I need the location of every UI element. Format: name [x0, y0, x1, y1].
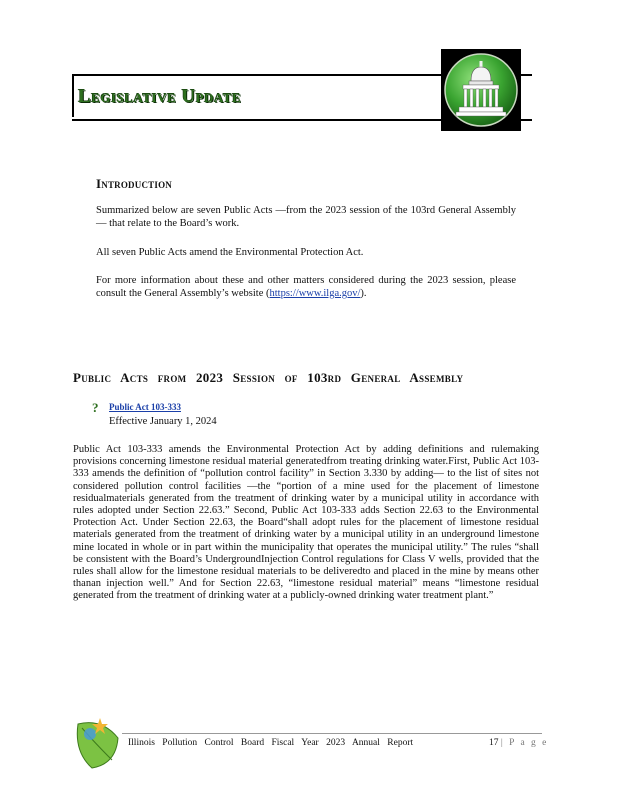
page-label: | P a g e	[500, 738, 549, 748]
intro-paragraph-1: Summarized below are seven Public Acts —from the 2023 session of the 103rd General Assembly — that relate to the Board’s work.	[96, 205, 516, 229]
footer-rule	[122, 733, 542, 734]
footer-logo	[72, 712, 122, 772]
intro-paragraph-3-suffix: ).	[360, 288, 367, 299]
page-number: 17	[489, 738, 499, 748]
ilga-website-link[interactable]: https://www.ilga.gov/	[269, 288, 361, 299]
footer-report-title: Illinois Pollution Control Board Fiscal Year 2023 Annual Report	[128, 738, 414, 748]
public-acts-heading: Public Acts from 2023 Session of 103rd General Assembly	[73, 370, 464, 385]
bullet-marker: ?	[92, 400, 99, 415]
public-act-description: Public Act 103-333 amends the Environmental Protection Act by adding definitions and rulemaking provisions concerning limestone residual material generatedfrom treating drinking water.First, Public Act 103-333 amends the definition of “pollution control facility” in Section 3.330 by adding— to the list of sites not considered pollution control facilities —the “portion of a mine used for the placement of limestone residualmaterials generated from the treatment of drinking water by a municipal utility in accordance with rules adopted under Section 22.63.” Second, Public Act 103-333 adds Section 22.63 to the Environmental Protection Act. Under Section 22.63, the Board“shall adopt rules for the placement of limestone residual materials generated from the treatment of drinking water by a municipal utility in an underground limestone mine located in whole or in part within the municipality that operates the municipal utility.” The rules “shall be consistent with the Board’s UndergroundInjection Control regulations for Class V wells, provided that the rules shall allow for the limestone residual materials to be deliveredto and placed in the mine by means other thanan injection well.” And for Section 22.63, “limestone residual material” means “limestone residual generated from the treatment of drinking water at a publicly-owned drinking water treatment plant.”	[73, 444, 539, 602]
intro-heading: Introduction	[96, 176, 172, 191]
effective-date: Effective January 1, 2024	[109, 416, 217, 427]
intro-paragraph-3	[96, 274, 516, 300]
capitol-dome-icon	[441, 49, 521, 131]
capitol-logo	[441, 49, 521, 131]
header-banner-edge	[72, 74, 74, 117]
intro-paragraph-3-prefix: For more information about these and other matters considered during the 2023 session, please consult the General Assembly’s website (	[96, 275, 516, 299]
intro-paragraph-2: All seven Public Acts amend the Environmental Protection Act.	[96, 247, 364, 258]
public-act-103-333-link[interactable]: Public Act 103-333	[109, 402, 181, 412]
page-title: Legislative Update	[78, 86, 242, 107]
leaf-logo-icon	[72, 712, 122, 772]
footer-page-number	[489, 738, 548, 748]
